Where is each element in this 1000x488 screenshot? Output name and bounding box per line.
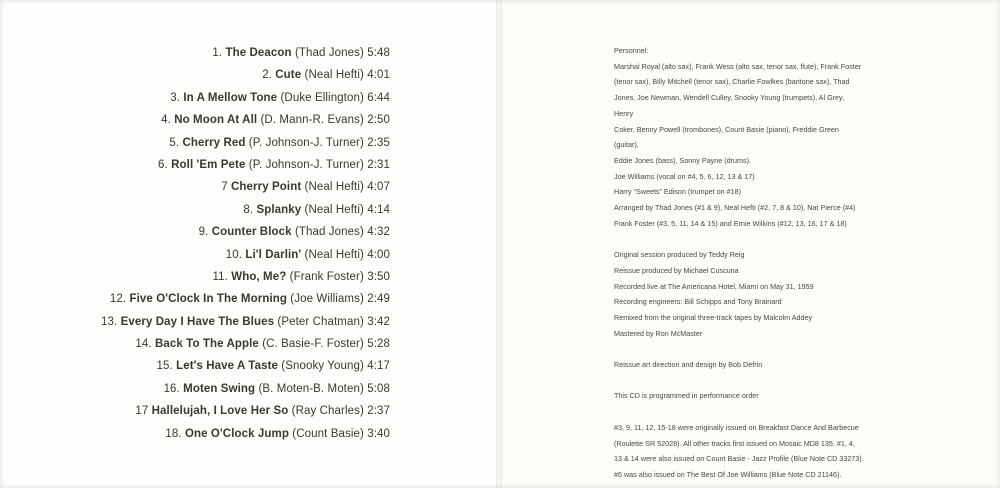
track-title: Five O'Clock In The Morning	[129, 293, 287, 306]
track-composer: (Count Basie)	[292, 427, 364, 440]
track-title: Every Day I Have The Blues	[120, 315, 275, 328]
personnel-line: Marshal Royal (alto sax), Frank Wess (alto sax, tenor sax, flute), Frank Foster	[614, 61, 862, 71]
track-composer: (D. Mann-R. Evans)	[260, 114, 364, 127]
track-title: Hallelujah, I Love Her So	[151, 405, 289, 418]
track-title: One O'Clock Jump	[184, 427, 289, 440]
track-title: Splanky	[256, 203, 302, 216]
track-number: 5.	[169, 136, 180, 149]
track-item	[101, 333, 390, 355]
track-item	[101, 378, 390, 400]
track-title: Who, Me?	[231, 270, 287, 283]
track-title: Cherry Red	[182, 136, 246, 149]
production-line: Recorded live at The Americana Hotel, Miami on May 31, 1959	[614, 281, 814, 291]
track-title: Cherry Point	[231, 181, 302, 194]
track-title: Counter Block	[211, 226, 292, 239]
track-composer: (Neal Hefti)	[304, 203, 364, 216]
track-item	[101, 266, 390, 288]
track-duration: 5:48	[367, 47, 390, 59]
track-item	[101, 311, 390, 333]
track-item	[101, 176, 390, 198]
track-composer: (B. Moten-B. Moten)	[258, 382, 364, 395]
track-number: 12.	[109, 293, 127, 306]
personnel-list	[614, 59, 864, 232]
track-title: The Deacon	[225, 47, 292, 59]
production-line: Original session produced by Teddy Reig	[614, 250, 745, 260]
track-number: 7	[221, 181, 228, 194]
track-duration: 4:17	[367, 360, 390, 373]
track-number: 14.	[135, 338, 152, 351]
track-item	[101, 221, 390, 243]
track-item	[101, 154, 390, 176]
track-composer: (Frank Foster)	[289, 270, 364, 283]
track-duration: 3:50	[367, 270, 390, 283]
track-duration: 2:31	[367, 158, 390, 171]
track-composer: (Snooky Young)	[281, 360, 364, 373]
track-composer: (Duke Ellington)	[280, 91, 364, 104]
track-number: 3.	[170, 91, 181, 104]
track-duration: 2:50	[367, 114, 390, 127]
track-item	[101, 64, 390, 86]
track-composer: (C. Basie-F. Foster)	[262, 338, 364, 351]
production-line: Reissue produced by Michael Cuscuna	[614, 265, 739, 275]
track-number: 11.	[212, 270, 228, 283]
issue-note-line: #3, 9, 11, 12, 15-18 were originally issued on Breakfast Dance And Barbecue	[614, 422, 859, 432]
track-title: Roll 'Em Pete	[171, 158, 246, 171]
track-duration: 3:42	[367, 315, 390, 328]
track-duration: 2:35	[367, 136, 390, 149]
issue-note-line: (Roulette SR 52028). All other tracks first issued on Mosaic MD8 135. #1, 4,	[614, 438, 855, 448]
track-number: 17	[135, 405, 149, 418]
track-duration: 5:28	[367, 338, 390, 351]
track-item	[101, 132, 390, 154]
production-credits	[614, 247, 864, 341]
track-title: In A Mellow Tone	[183, 91, 278, 104]
issue-note-line: 13 & 14 were also issued on Count Basie - Jazz Profile (Blue Note CD 33273).	[614, 454, 864, 464]
personnel-line: Joe Williams (vocal on #4, 5, 6, 12, 13 & 17)	[614, 171, 755, 181]
track-title: Let's Have A Taste	[176, 360, 278, 373]
track-composer: (P. Johnson-J. Turner)	[248, 136, 364, 149]
track-number: 10.	[225, 248, 243, 261]
personnel-line: Jones, Joe Newman, Wendell Culley, Snooky Young (trumpets), Al Grey, Henry	[614, 93, 845, 118]
personnel-line: Coker, Benny Powell (trombones), Count Basie (piano), Freddie Green (guitar),	[614, 124, 839, 150]
track-title: Moten Swing	[183, 382, 256, 395]
tracklist	[101, 42, 390, 445]
track-composer: (Neal Hefti)	[304, 69, 364, 82]
track-number: 13.	[101, 315, 118, 328]
track-number: 8.	[243, 203, 254, 216]
design-credit: Reissue art direction and design by Bob Defrin	[614, 360, 763, 370]
track-number: 1.	[212, 47, 223, 59]
track-duration: 2:49	[367, 293, 390, 306]
programming-note: This CD is programmed in performance order	[614, 391, 759, 401]
track-composer: (Thad Jones)	[294, 226, 364, 239]
track-title: Cute	[275, 69, 302, 82]
track-item	[101, 199, 390, 221]
track-composer: (Neal Hefti)	[304, 181, 364, 194]
track-duration: 2:37	[367, 405, 390, 418]
personnel-line: Eddie Jones (bass), Sonny Payne (drums).	[614, 155, 752, 165]
track-number: 15.	[156, 360, 173, 373]
track-number: 2.	[262, 69, 272, 82]
track-item	[101, 423, 390, 445]
track-item	[101, 42, 390, 64]
track-duration: 5:08	[367, 382, 390, 395]
track-composer: (Joe Williams)	[290, 293, 364, 306]
issue-note-line: #6 was also issued on The Best Of Joe Williams (Blue Note CD 21146).	[614, 469, 842, 479]
track-title: No Moon At All	[174, 114, 258, 127]
track-number: 4.	[161, 114, 171, 127]
track-composer: (Neal Hefti)	[304, 248, 364, 261]
production-line: Recording engineers: Bill Schipps and Tony Brainard	[614, 297, 782, 307]
track-title: Li'l Darlin'	[245, 248, 302, 261]
track-number: 18.	[165, 427, 182, 440]
credits-block	[614, 43, 864, 483]
track-duration: 4:14	[367, 203, 390, 216]
track-duration: 4:01	[367, 69, 390, 82]
track-item	[101, 355, 390, 377]
track-composer: (Thad Jones)	[294, 47, 364, 59]
track-duration: 4:00	[367, 248, 390, 261]
track-composer: (Ray Charles)	[291, 405, 364, 418]
track-number: 9.	[198, 226, 209, 239]
production-line: Mastered by Ron McMaster	[614, 328, 703, 338]
track-item	[101, 109, 390, 131]
track-number: 6.	[158, 158, 168, 171]
track-duration: 3:40	[367, 427, 390, 440]
track-duration: 6:44	[367, 91, 390, 104]
personnel-line: Frank Foster (#3, 5, 11, 14 & 15) and Ernie Wilkins (#12, 13, 16, 17 & 18)	[614, 218, 847, 228]
personnel-line: Harry “Sweets” Edison (trumpet on #18)	[614, 187, 742, 197]
track-item	[101, 87, 390, 109]
personnel-line: (tenor sax), Billy Mitchell (tenor sax), Charlie Fowlkes (baritone sax), Thad	[614, 77, 850, 87]
issue-notes	[614, 420, 864, 483]
track-composer: (Peter Chatman)	[277, 315, 364, 328]
personnel-line: Arranged by Thad Jones (#1 & 9), Neal Hefti (#2, 7, 8 & 10), Nat Pierce (#4)	[614, 203, 856, 213]
track-number: 16.	[163, 382, 180, 395]
track-title: Back To The Apple	[154, 338, 259, 351]
track-duration: 4:07	[367, 181, 390, 194]
left-page	[0, 0, 496, 488]
track-composer: (P. Johnson-J. Turner)	[248, 158, 364, 171]
track-item	[101, 288, 390, 310]
track-duration: 4:32	[367, 226, 390, 239]
personnel-heading: Personnel:	[614, 46, 649, 55]
track-item	[101, 244, 390, 266]
production-line: Remixed from the original three-track tapes by Malcolm Addey	[614, 312, 813, 322]
track-item	[101, 400, 390, 422]
